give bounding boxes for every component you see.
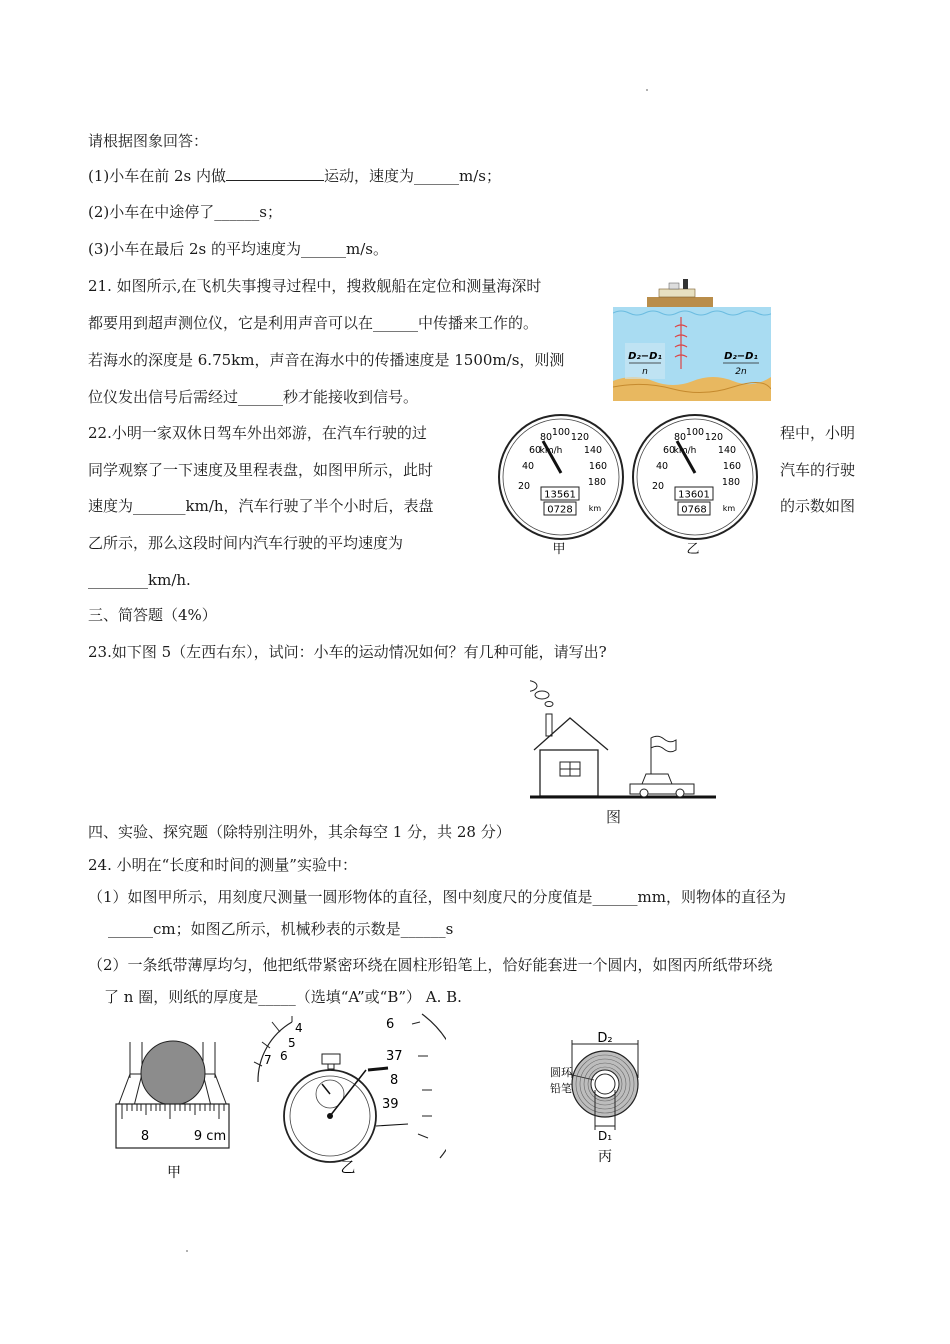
tick-label: 20 [517,481,531,492]
odometer-total: 13601 [678,489,710,501]
q21-line-4: 位仪发出信号后需经过______秒才能接收到信号。 [88,388,419,406]
d2-label: D₂ [597,1031,613,1046]
house-car-figure [530,668,720,828]
figure-label-bing: 丙 [598,1149,612,1165]
callout-pencil: 铅笔 [550,1082,572,1095]
speedometer-figure [495,413,780,558]
q24-2-line-2: 了 n 圈，则纸的厚度是_____（选填“A”或“B”） A. B. [104,988,462,1006]
inner-label: 7 [264,1053,272,1067]
formula-b-denominator: 2n [735,367,747,377]
odometer-trip: 0768 [681,504,707,516]
sonar-ship-figure [613,277,771,401]
figure-label-yi: 乙 [340,1158,356,1176]
section-4-heading: 四、实验、探究题（除特别注明外，其余每空 1 分，共 28 分） [88,823,511,841]
speck [646,89,648,91]
question-1-text-a: (1)小车在前 2s 内做 [88,167,227,185]
tick-label: 160 [722,461,742,472]
inner-label: 6 [280,1049,288,1063]
q23-line: 23.如下图 5（左西右东），试问：小车的运动情况如何？有几种可能，请写出? [88,643,607,661]
odometer-unit: km [588,504,602,513]
tick-label: 60 [662,445,676,456]
q21-line-1: 21. 如图所示,在飞机失事搜寻过程中，搜救舰船在定位和测量海深时 [88,277,542,295]
q22-line-5: ________km/h. [88,571,191,589]
tick-label: 20 [651,481,665,492]
q22-line-2: 同学观察了一下速度及里程表盘，如图甲所示，此时 [88,461,434,479]
q21-line-3: 若海水的深度是 6.75km，声音在海水中的传播速度是 1500m/s，则测 [88,351,565,369]
tick-label: 140 [583,445,603,456]
q22-line-4: 乙所示，那么这段时间内汽车行驶的平均速度为 [88,534,404,552]
tick-label: 80 [673,432,687,443]
formula-a-denominator: n [642,367,648,377]
ruler-label-9cm: 9 cm [193,1129,227,1144]
tick-label: 80 [539,432,553,443]
inner-label: 4 [295,1021,303,1035]
q22-line-3: 速度为_______km/h，汽车行驶了半个小时后，表盘 [88,497,434,515]
q24-2-line-1: （2）一条纸带薄厚均匀，他把纸带紧密环绕在圆柱形铅笔上，恰好能套进一个圆内，如图丙所纸带环绕 [88,956,773,974]
figure-label-jia: 甲 [167,1165,181,1181]
speed-unit: km/h [539,446,563,456]
formula-b-numerator: D₂−D₁ [724,351,758,362]
formula-a-numerator: D₂−D₁ [628,351,662,362]
outer-label: 8 [390,1073,399,1088]
figure-caption: 图 [606,808,622,826]
q21-line-2: 都要用到超声测位仪，它是利用声音可以在______中传播来工作的。 [88,314,539,332]
answer-blank[interactable] [226,166,324,181]
speck [186,1250,188,1252]
tick-label: 40 [521,461,535,472]
tick-label: 100 [551,427,571,438]
q22-line-1-right: 程中，小明 [780,424,856,442]
outer-label: 6 [386,1017,395,1032]
section-3-heading: 三、简答题（4%） [88,606,217,624]
prompt-line: 请根据图象回答： [88,132,209,150]
tick-label: 100 [685,427,705,438]
tick-label: 120 [704,432,724,443]
outer-label: 39 [382,1097,399,1112]
tick-label: 140 [717,445,737,456]
d1-label: D₁ [597,1129,613,1143]
question-1-text-b: 运动，速度为______m/s； [324,167,502,185]
callout-ring: 圆环 [550,1066,572,1079]
tick-label: 120 [570,432,590,443]
inner-label: 5 [288,1036,296,1050]
question-2-line: (2)小车在中途停了______s； [88,203,282,221]
ruler-label-8: 8 [140,1129,150,1144]
question-3-line: (3)小车在最后 2s 的平均速度为______m/s。 [88,240,389,258]
figure-label-jia: 甲 [552,542,566,557]
q24-1-line-1: （1）如图甲所示，用刻度尺测量一圆形物体的直径，图中刻度尺的分度值是______mm，则物体的直径为 [88,888,786,906]
speed-unit: km/h [673,446,697,456]
tick-label: 180 [721,477,741,488]
q22-line-3-right: 的示数如图 [780,497,856,515]
figure-label-yi: 乙 [686,542,700,557]
q24-1-line-2: ______cm；如图乙所示，机械秒表的示数是______s [108,920,454,938]
tick-label: 40 [655,461,669,472]
q22-line-1: 22.小明一家双休日驾车外出郊游，在汽车行驶的过 [88,424,427,442]
ruler-figure [110,1022,235,1184]
q22-line-2-right: 汽车的行驶 [780,461,856,479]
paper-roll-figure [530,1030,646,1170]
stopwatch-figure [248,1012,446,1180]
q24-line: 24. 小明在“长度和时间的测量”实验中： [88,856,357,874]
tick-label: 180 [587,477,607,488]
speedometer-yi [633,415,757,557]
question-1-line [88,165,501,187]
tick-label: 160 [588,461,608,472]
outer-label: 37 [386,1049,403,1064]
odometer-unit: km [722,504,736,513]
tick-label: 60 [528,445,542,456]
odometer-trip: 0728 [547,504,573,516]
odometer-total: 13561 [544,489,576,501]
speedometer-jia [499,415,623,557]
